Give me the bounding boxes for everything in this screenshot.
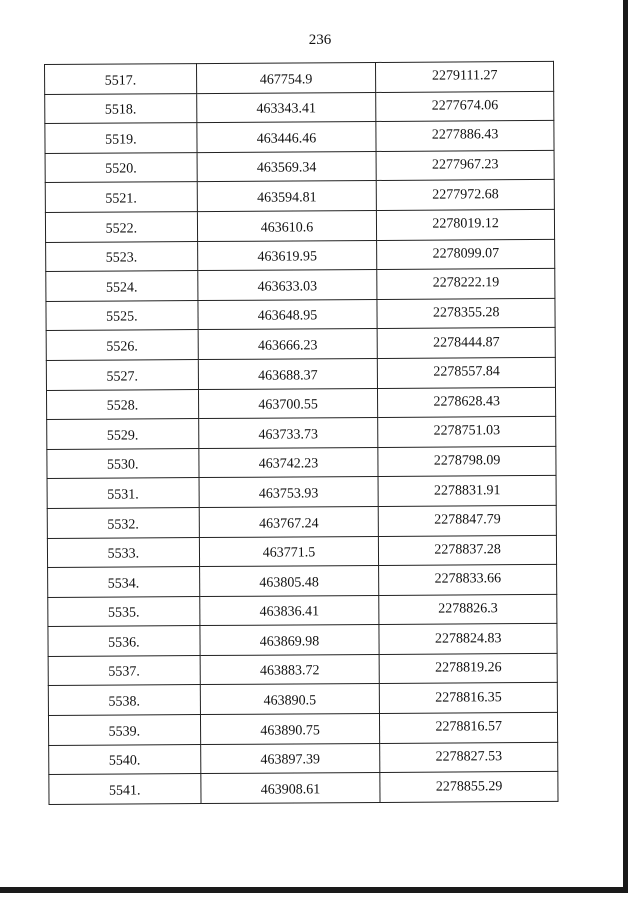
table-row: [48, 564, 557, 597]
table-row: [46, 328, 555, 361]
table-row: [46, 357, 555, 390]
point-number-cell: 5525.: [46, 300, 198, 331]
x-coordinate-cell: 463890.75: [200, 714, 380, 745]
table-row: [45, 91, 554, 124]
point-number-cell: 5540.: [49, 744, 201, 775]
y-coordinate-cell: 2277674.06: [376, 91, 554, 122]
point-number-cell: 5534.: [48, 567, 200, 598]
y-coordinate-cell: 2278816.57: [380, 712, 558, 743]
coordinates-table-body: [45, 61, 559, 804]
table-row: [48, 594, 557, 627]
x-coordinate-cell: 463883.72: [200, 654, 380, 685]
point-number-cell: 5533.: [47, 537, 199, 568]
table-row: [45, 150, 554, 183]
y-coordinate-cell: 2278847.79: [379, 505, 557, 536]
y-coordinate-cell: 2278222.19: [377, 269, 555, 300]
x-coordinate-cell: 463753.93: [199, 477, 379, 508]
coordinates-table-wrapper: [44, 61, 559, 805]
x-coordinate-cell: 463771.5: [199, 536, 379, 567]
point-number-cell: 5537.: [48, 655, 200, 686]
y-coordinate-cell: 2278819.26: [379, 653, 557, 684]
point-number-cell: 5538.: [48, 685, 200, 716]
x-coordinate-cell: 463733.73: [198, 418, 378, 449]
table-row: [45, 180, 554, 213]
table-row: [49, 772, 558, 805]
y-coordinate-cell: 2278824.83: [379, 624, 557, 655]
x-coordinate-cell: 467754.9: [196, 62, 376, 93]
table-row: [47, 476, 556, 509]
point-number-cell: 5523.: [46, 241, 198, 272]
x-coordinate-cell: 463594.81: [197, 181, 377, 212]
y-coordinate-cell: 2278798.09: [378, 446, 556, 477]
point-number-cell: 5536.: [48, 626, 200, 657]
y-coordinate-cell: 2278355.28: [377, 298, 555, 329]
y-coordinate-cell: 2277886.43: [376, 121, 554, 152]
y-coordinate-cell: 2277972.68: [377, 180, 555, 211]
point-number-cell: 5541.: [49, 774, 201, 805]
y-coordinate-cell: 2278833.66: [379, 564, 557, 595]
table-row: [47, 446, 556, 479]
x-coordinate-cell: 463836.41: [199, 595, 379, 626]
y-coordinate-cell: 2278557.84: [378, 357, 556, 388]
table-row: [47, 535, 556, 568]
table-row: [47, 505, 556, 538]
point-number-cell: 5521.: [45, 182, 197, 213]
point-number-cell: 5517.: [45, 64, 197, 95]
y-coordinate-cell: 2278628.43: [378, 387, 556, 418]
x-coordinate-cell: 463610.6: [197, 210, 377, 241]
table-row: [48, 624, 557, 657]
x-coordinate-cell: 463890.5: [200, 684, 380, 715]
x-coordinate-cell: 463805.48: [199, 566, 379, 597]
x-coordinate-cell: 463700.55: [198, 388, 378, 419]
x-coordinate-cell: 463648.95: [198, 299, 378, 330]
table-row: [45, 121, 554, 154]
point-number-cell: 5529.: [47, 419, 199, 450]
table-row: [48, 712, 557, 745]
table-row: [46, 298, 555, 331]
point-number-cell: 5528.: [46, 389, 198, 420]
x-coordinate-cell: 463619.95: [197, 240, 377, 271]
y-coordinate-cell: 2278099.07: [377, 239, 555, 270]
point-number-cell: 5527.: [46, 360, 198, 391]
y-coordinate-cell: 2277967.23: [376, 150, 554, 181]
point-number-cell: 5539.: [48, 715, 200, 746]
y-coordinate-cell: 2278855.29: [380, 772, 558, 803]
y-coordinate-cell: 2278816.35: [380, 683, 558, 714]
coordinates-table: [44, 61, 559, 805]
table-row: [46, 269, 555, 302]
point-number-cell: 5535.: [48, 596, 200, 627]
table-row: [46, 387, 555, 420]
point-number-cell: 5531.: [47, 478, 199, 509]
point-number-cell: 5524.: [46, 271, 198, 302]
x-coordinate-cell: 463633.03: [197, 270, 377, 301]
table-row: [48, 653, 557, 686]
y-coordinate-cell: 2278019.12: [377, 209, 555, 240]
x-coordinate-cell: 463869.98: [200, 625, 380, 656]
x-coordinate-cell: 463767.24: [199, 506, 379, 537]
x-coordinate-cell: 463343.41: [196, 92, 376, 123]
x-coordinate-cell: 463742.23: [199, 447, 379, 478]
x-coordinate-cell: 463688.37: [198, 358, 378, 389]
table-row: [47, 417, 556, 450]
point-number-cell: 5518.: [45, 93, 197, 124]
x-coordinate-cell: 463908.61: [200, 773, 380, 804]
x-coordinate-cell: 463446.46: [197, 122, 377, 153]
table-row: [45, 61, 554, 94]
table-row: [46, 239, 555, 272]
y-coordinate-cell: 2278837.28: [379, 535, 557, 566]
x-coordinate-cell: 463897.39: [200, 743, 380, 774]
point-number-cell: 5530.: [47, 448, 199, 479]
page-number: 236: [308, 32, 332, 48]
point-number-cell: 5522.: [45, 212, 197, 243]
table-row: [45, 209, 554, 242]
y-coordinate-cell: 2278444.87: [377, 328, 555, 359]
point-number-cell: 5519.: [45, 123, 197, 154]
y-coordinate-cell: 2278751.03: [378, 417, 556, 448]
table-row: [49, 742, 558, 775]
point-number-cell: 5520.: [45, 152, 197, 183]
y-coordinate-cell: 2278827.53: [380, 742, 558, 773]
x-coordinate-cell: 463569.34: [197, 151, 377, 182]
table-row: [48, 683, 557, 716]
y-coordinate-cell: 2279111.27: [376, 61, 554, 92]
point-number-cell: 5526.: [46, 330, 198, 361]
point-number-cell: 5532.: [47, 507, 199, 538]
y-coordinate-cell: 2278826.3: [379, 594, 557, 625]
y-coordinate-cell: 2278831.91: [378, 476, 556, 507]
x-coordinate-cell: 463666.23: [198, 329, 378, 360]
